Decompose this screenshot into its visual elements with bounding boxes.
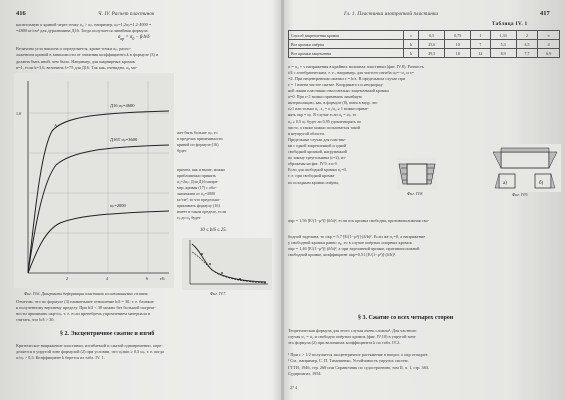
section-heading-2: § 2. Эксцентричное сжатие и изгиб: [60, 331, 155, 337]
left-side-text: жет быть больше σₚ, то в пределах применимости кривой по формуле (16) будет причем, как и выше, можно приближенно принять σ₀=2σₚ. Для Д16 напри- мер, кривая (17) с обо- значением от σ₀=3000 кг/см², то что предельно- принимать формулу (16) имеет в таком пределе, если εₚ до σ₀ будет: [177, 130, 226, 221]
x-tick-6: 6: [146, 276, 148, 281]
right-page: [284, 0, 565, 400]
fig-iv9-diagram: [489, 144, 561, 192]
x-axis-unit: ε%: [160, 276, 166, 281]
left-paragraph-2: Отметим, что по формуле (3) наименьшее отношение b/δ = 30, т. е. близкие к полученному верхнему пределу. При b/δ < 30 можно без большой погреш- ности принимать σкр≈σₚ, т. е. если пренебречь упрочнением материала и считать, что b/δ > 30.: [16, 299, 156, 323]
x-tick-2: 2: [66, 276, 68, 281]
section-heading-3: § 3. Сжатие со всех четырех сторон: [358, 315, 454, 321]
right-paragraph-2: бодной заделана, то σкр = 5,7 [E/(1−μ²)]·(δ/b)². Если же σ₁=0, а напряжение у свободной кромки равно σ₀, то в случае опёртых опорных кромок σкр = 1,46 [E/(1−μ²)]·(δ/b)², а при заделанной кромке, противоположной свободной кромке, коэффициент σкр=0,51 [E/(1−μ²)]·(δ/b)².: [288, 234, 426, 258]
curve-label-2: Д16Т σₚ=3600: [110, 137, 138, 142]
y-tick: 1,0: [16, 111, 21, 116]
fig-iv6-caption: Фиг. IV.6. Диаграммы деформации пластинок из алюминиевых сплавов.: [24, 291, 149, 296]
page-number-right: 417: [540, 10, 550, 17]
curve-label-3: σₚ=2000: [110, 203, 126, 208]
right-formula-line: σкр = 1,56 [E/(1−μ²)]·(δ/b)², если ось кромка свободна, противоположная сво-: [288, 218, 430, 223]
curve-label-1: Д16 σₚ=4600: [110, 103, 135, 108]
signature-mark: 27 4: [290, 385, 298, 390]
table-row: Все кромки опёрты k 25,6 10 7 5,3 4,5 4: [289, 40, 560, 49]
point-label-a: А: [54, 123, 58, 128]
left-page: [0, 0, 281, 400]
fig-iv7-caption: Фиг. IV.7.: [210, 291, 227, 296]
left-paragraph-1: касательную к кривой через точку σ₀ > σₚ, например, σₚ=1,2σₚ=1,2·4000 = =4800 кг/см² для дуралюмина Д16. Тогда получается линейная формула Величина угла наклона α определяется, кроме точки σₚ, распо- ложением кривой в зависимости от значения коэффициента k в формуле (3) и должна быть иной, чем было. Например, для шарнирных кромок α=1, если k=3,6, величина λ=75 для Д16. Так как, очевидно, σ₀ мо-: [16, 22, 159, 70]
fig-iv7-diagram: [182, 238, 272, 290]
table-iv1: [288, 30, 560, 58]
fig-iv8-diagram: [397, 158, 437, 190]
right-paragraph-3: Теоретическая формула для этого случая очень сложна¹. Для частного случая σ₁ = σ₂ и свободно опёртых кромок (фиг. IV.10) в упругой зоне эта формула (2) при величинах коэффициента k по табл. IV.2. ¹ При ε > 1/2 получается эксцентричное растяжение в вопрос о σкр отпадает. ¹ См., например, С. П. Тимошенко, Устойчивость упругих систем, ГТТИ, 1946, стр. 268 или Справочник по судостроению, том II, ч. 1, стр. 363, Судпромгиз, 1954.: [288, 328, 430, 376]
linear-formula: $\sigma_{кр} = \sigma_0 - \beta\cdot b/\delta$: [118, 35, 150, 41]
fig-iv9-label-a: а): [503, 181, 507, 186]
fig-iv9-caption: Фиг. IV.9.: [512, 192, 529, 197]
running-head-left: Ч. IV. Расчет пластинок: [98, 11, 155, 17]
right-paragraph-1-column: ε = 1 имеем чистое сжатие. Координата z и неоднород- ной линии пластинки относительно защемленной кромки σ=0. При ε<1 можно применять линейную интерполяцию, как, в формуле (8), имея в виду, что ε≥1 или только σ₁. ε₁ = σ₁/σ₀ ≥ 1 можно приме- нять σкр = σₚ. В случае если σ₀ = σₚ, то σ₀ ≥ 0,5 σₚ будет ли 0,95 удовлетворять по чисто, а также можно пользоваться такой в неупругой области. Предельные случаи для пластин- ки с одной закрепленной и одной свободной кромкой, нагруженной по закону треугольника (ε=2), из- ображены на фиг. IV.9, а и б. Если для свободной кромки σ₁=0, т. е. при свободной кромке по исходным кромки опёрты,: [288, 82, 389, 185]
x-tick-4: 4: [106, 276, 108, 281]
page-number-left: 416: [16, 10, 26, 17]
running-head-right: Гл. 1. Пластинки изотропной пластинки: [344, 11, 439, 17]
right-paragraph-1-top: σ = σ₀ + ν напряжения в крайних волокнах пластинки (фиг. IV.8). Разность t/4 с алгебраическим, т. е., например, для чистого изгиба σₚ=−σ₁ и ε= =2. При нецентренном сжатии ε = b/z. В предельном случае при: [288, 64, 424, 82]
range-formula: 10 ≤ b/δ ≤ 25.: [200, 228, 227, 233]
table-row: Все кромки защемлены k 29,5 18 12 8,9 7,7 6,9: [289, 49, 560, 58]
table-title: Таблица IV. 1: [492, 22, 528, 27]
table-header-row: Способ закрепления кромок ε 0,5 0,75 1 1,33 2 ∞: [289, 31, 560, 40]
left-paragraph-3: Критическое напряжение пластинки, изгибаемой и сжатой одновременно, опре- деляется в упругой зоне формулой (2) при условии, что σₚmin ≥ 0,5 σₚ, т. е. когда σ/σₚ > 0,5. Коэффициент k берется из табл. IV. 1.: [16, 343, 164, 361]
stress-strain-diagram: [14, 73, 174, 288]
fig-iv9-label-b: б): [539, 181, 544, 186]
fig-iv8-caption: Фиг. IV.8.: [407, 191, 424, 196]
